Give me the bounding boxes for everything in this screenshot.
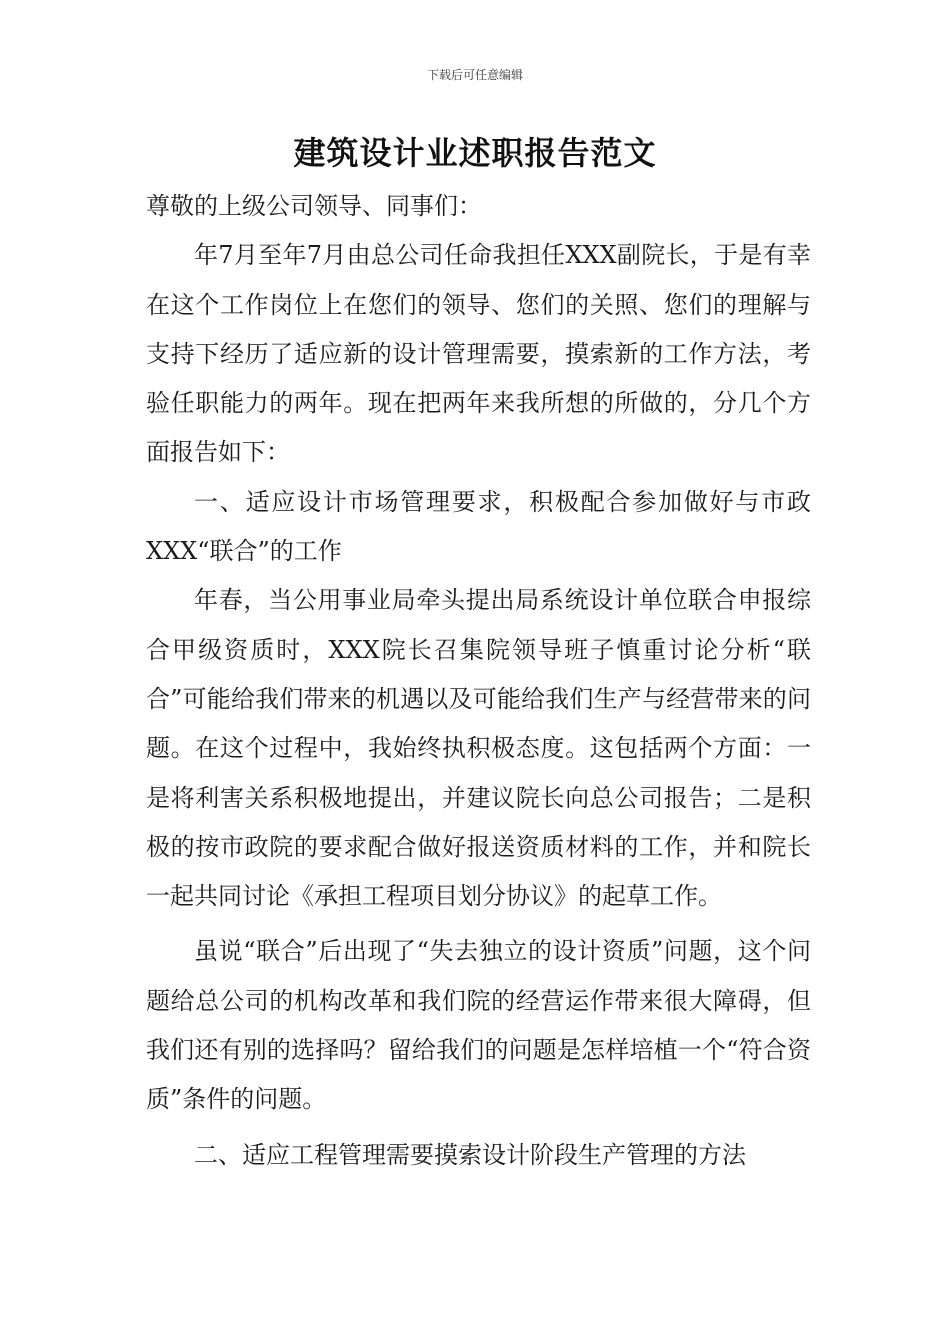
document-body xyxy=(146,182,811,1180)
header-note: 下载后可任意编辑 xyxy=(426,68,523,82)
salutation: 尊敬的上级公司领导、同事们： xyxy=(146,192,482,220)
paragraph-1: 年7月至年7月由总公司任命我担任XXX副院长，于是有幸在这个工作岗位上在您们的领导、您们的关照、您们的理解与支持下经历了适应新的设计管理需要，摸索新的工作方法，考验任职能力的两年。现在把两年来我所想的所做的，分几个方面报告如下： xyxy=(146,241,811,467)
section-heading-1: 一、适应设计市场管理要求，积极配合参加做好与市政XXX“联合”的工作 xyxy=(146,487,811,566)
paragraph-3: 虽说“联合”后出现了“失去独立的设计资质”问题，这个问题给总公司的机构改革和我们院的经营运作带来很大障碍，但我们还有别的选择吗？留给我们的问题是怎样培植一个“符合资质”条件的问题。 xyxy=(146,937,811,1114)
paragraph-2: 年春，当公用事业局牵头提出局系统设计单位联合申报综合甲级资质时，XXX院长召集院领导班子慎重讨论分析“联合”可能给我们带来的机遇以及可能给我们生产与经营带来的问题。在这个过程中，我始终执积极态度。这包括两个方面：一是将利害关系积极地提出，并建议院长向总公司报告；二是积极的按市政院的要求配合做好报送资质材料的工作，并和院长一起共同讨论《承担工程项目划分协议》的起草工作。 xyxy=(146,586,811,911)
document-title: 建筑设计业述职报告范文 xyxy=(293,134,657,172)
section-heading-2: 二、适应工程管理需要摸索设计阶段生产管理的方法 xyxy=(194,1140,746,1169)
